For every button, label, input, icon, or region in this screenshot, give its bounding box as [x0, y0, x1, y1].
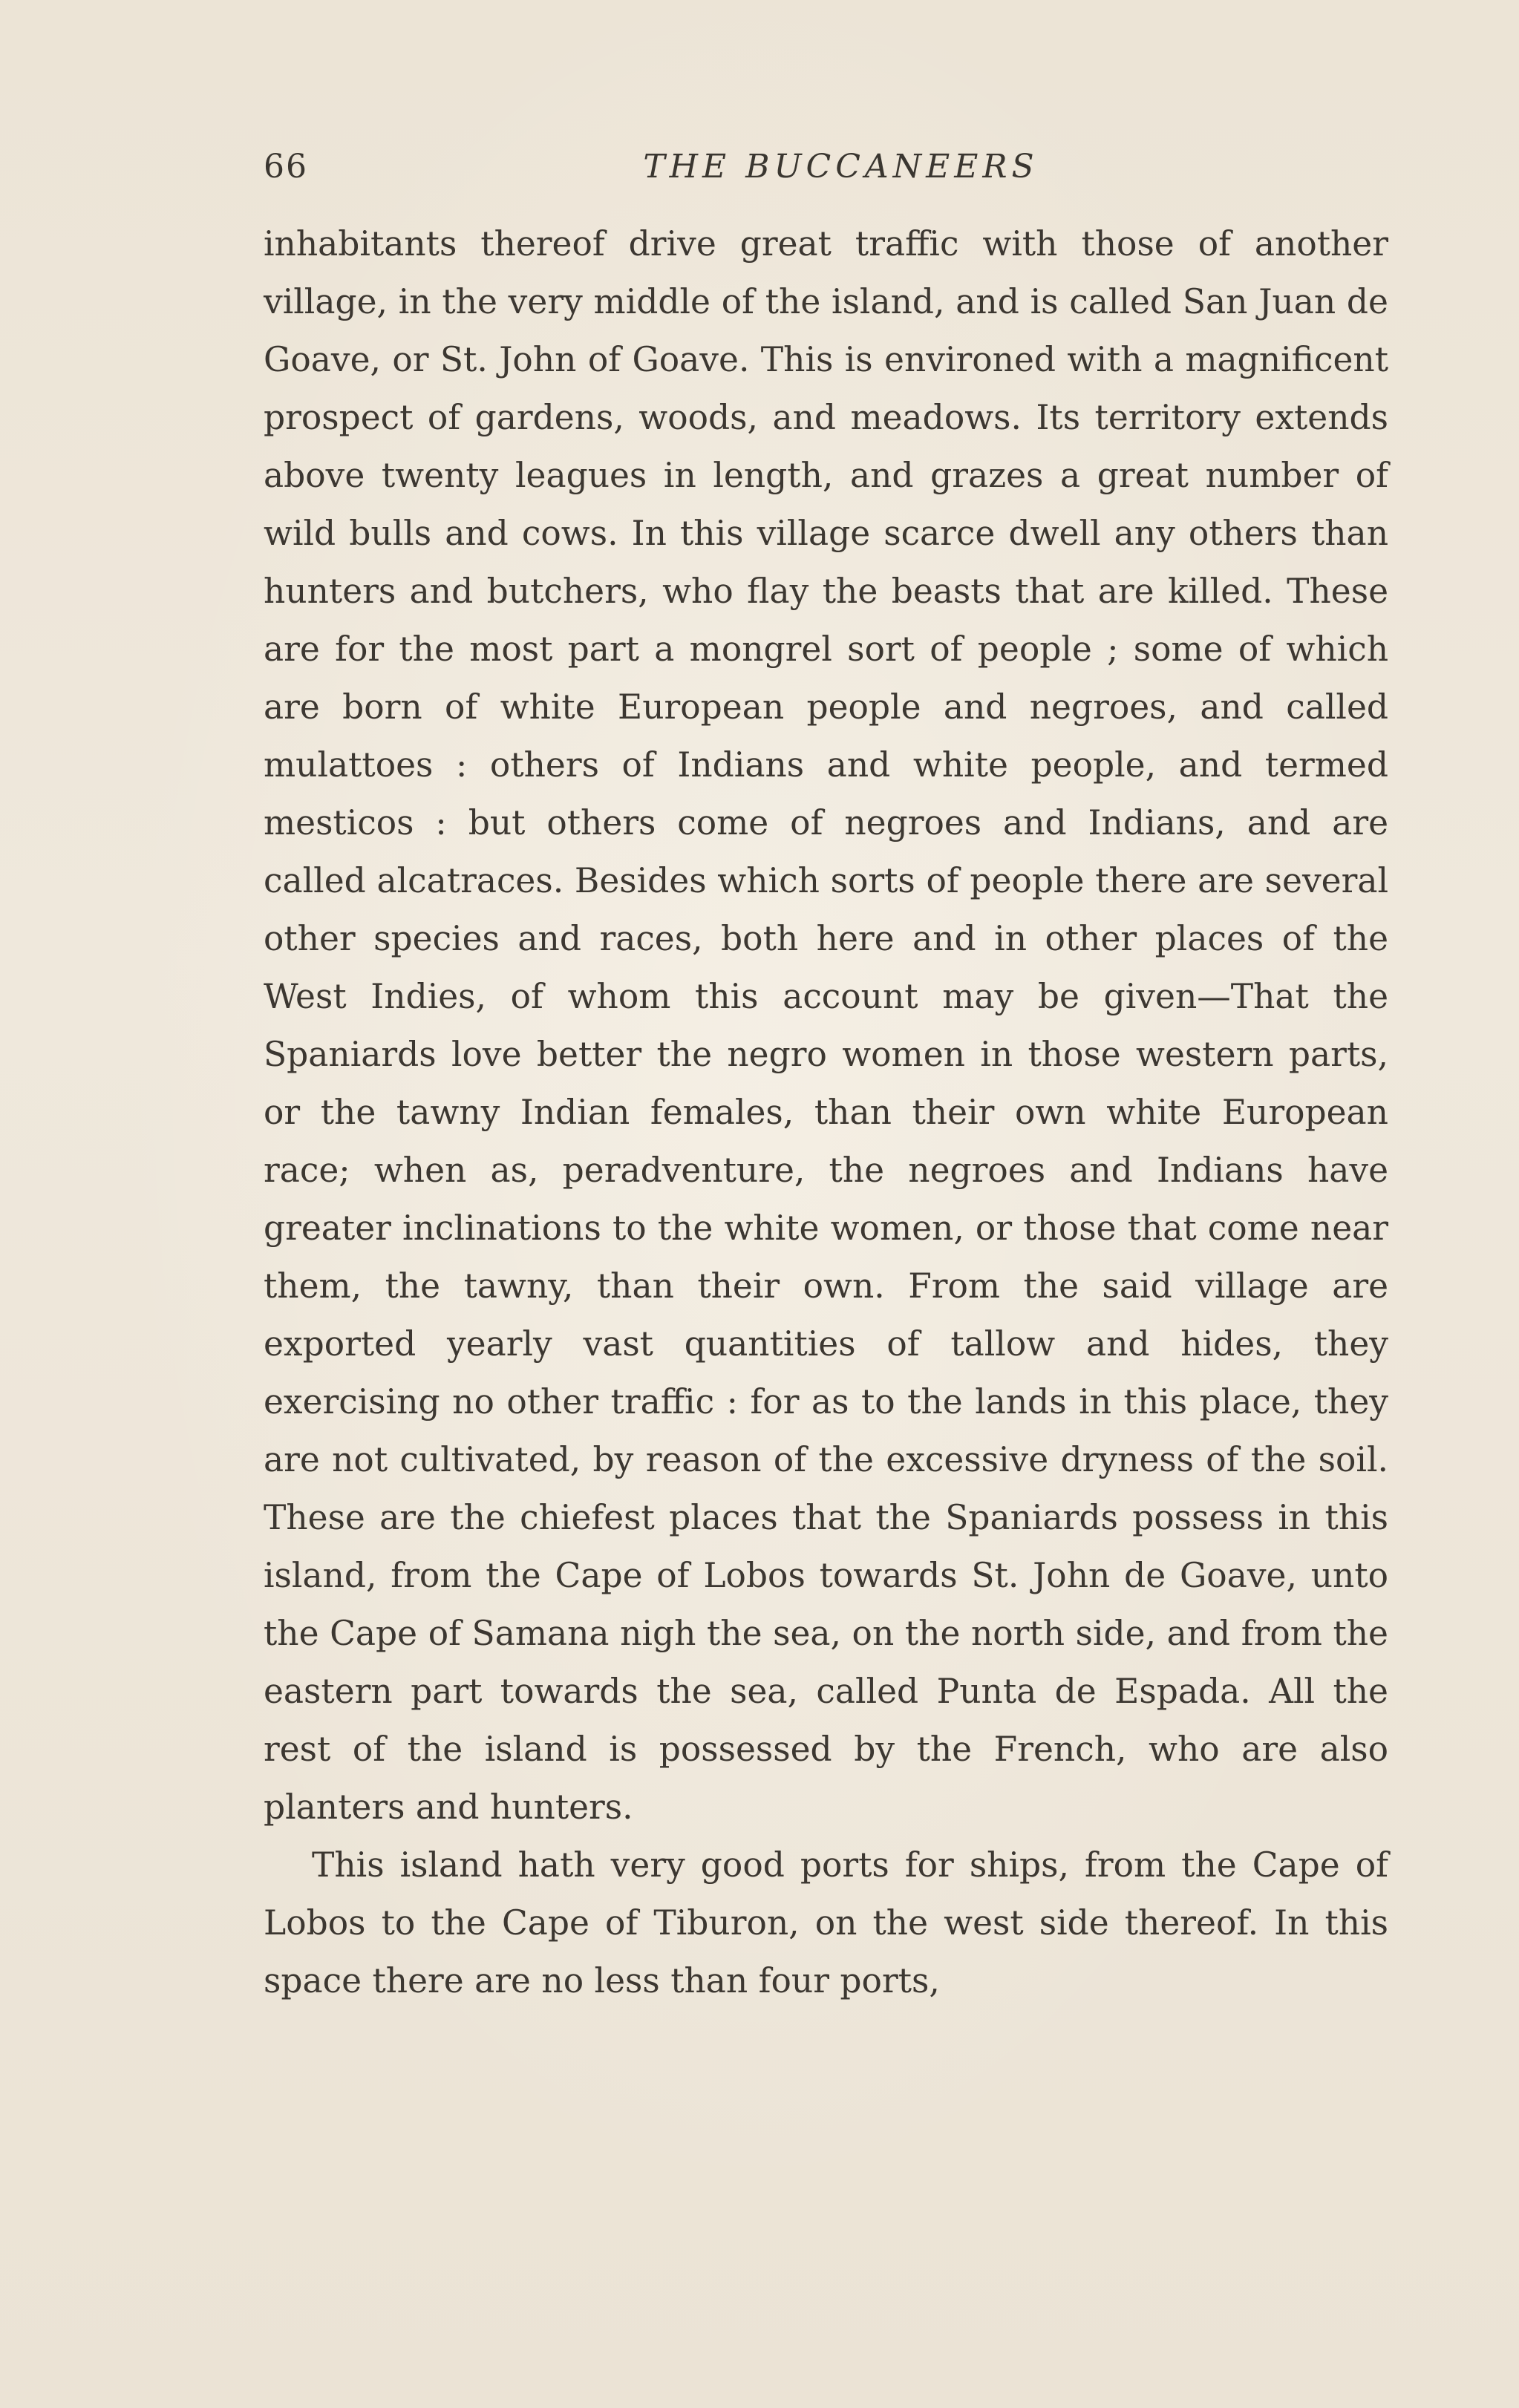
paragraph-continuation: inhabitants thereof drive great traffic with those of another village, in the very middle of the island, and is called San Juan de Goave, or St. John of Goave. This is environed with a magnificent prospect of gardens, woods, and meadows. Its territory extends above twenty leagues in length, and grazes a great number of wild bulls and cows. In this village scarce dwell any others than hunters and butchers, who flay the beasts that are killed. These are for the most part a mongrel sort of people ; some of which are born of white European people and negroes, and called mulattoes : others of Indians and white people, and termed mesticos : but others come of negroes and Indians, and are called alcatraces. Besides which sorts of people there are several other species and races, both here and in other places of the West Indies, of whom this account may be given—That the Spaniards love better the negro women in those western parts, or the tawny Indian females, than their own white European race; when as, peradventure, the negroes and Indians have greater inclinations to the white women, or those that come near them, the tawny, than their own. From the said village are exported yearly vast quantities of tallow and hides, they exercising no other traffic : for as to the lands in this place, they are not cultivated, by reason of the excessive dryness of the soil. These are the chiefest places that the Spaniards possess in this island, from the Cape of Lobos towards St. John de Goave, unto the Cape of Samana nigh the sea, on the north side, and from the eastern part towards the sea, called Punta de Espada. All the rest of the island is possessed by the French, who are also planters and hunters.	[264, 224, 1388, 1827]
paragraph-ports: This island hath very good ports for ships, from the Cape of Lobos to the Cape of Tiburon, on the west side thereof. In this space there are no less than four ports,	[264, 1845, 1388, 2000]
running-head	[264, 141, 1388, 193]
book-title: THE BUCCANEERS	[643, 148, 1039, 186]
body-text	[264, 215, 1388, 2010]
page-number: 66	[264, 148, 308, 186]
